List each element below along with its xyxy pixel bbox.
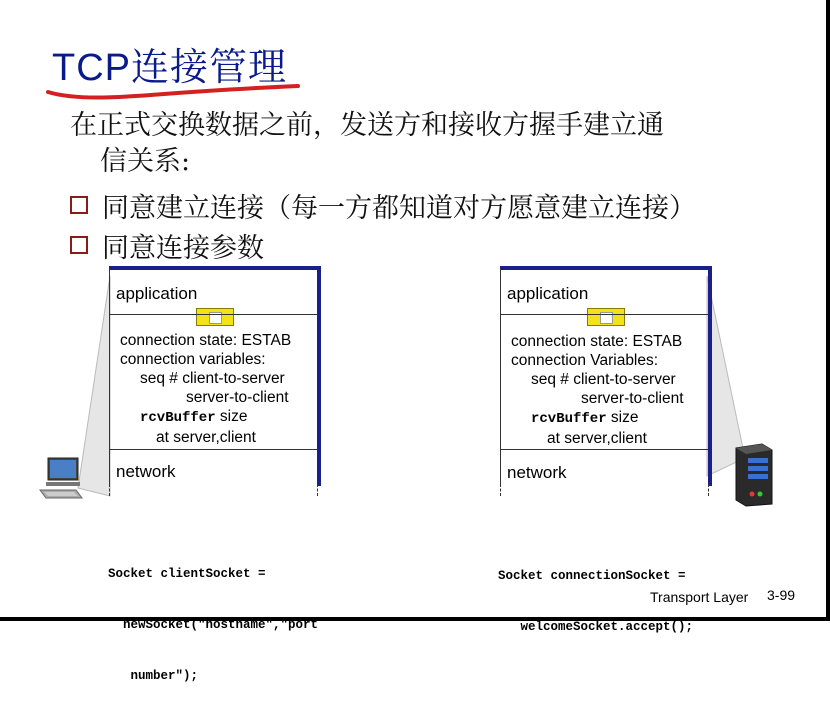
bullet-text: 同意连接参数 [102,233,264,264]
title-underline [44,78,304,102]
server-state: connection state: ESTAB [511,333,683,350]
client-network-label: network [116,462,176,481]
server-seq1: seq # client-to-server [531,371,676,388]
client-code-line: newSocket("hostname","port [108,618,319,632]
bullet-box-icon [70,236,88,254]
client-code-line: Socket clientSocket = [108,567,266,581]
server-network-label: network [507,463,567,482]
client-code-line: number"); [108,669,199,683]
client-code [108,532,318,702]
server-vars: connection Variables: [511,352,659,369]
client-seq2: server-to-client [186,389,289,406]
bullet-text: 同意建立连接（每一方都知道对方愿意建立连接） [102,193,696,224]
server-tower-icon [732,442,776,508]
server-connection-info [511,332,684,448]
server-application-label: application [507,284,589,303]
server-protocol-stack [500,266,712,486]
slide-title: TCP连接管理 [52,47,288,89]
intro-line-2: 信关系: [100,146,191,177]
client-seq1: seq # client-to-server [140,370,285,387]
page-number: 3-99 [767,587,796,603]
laptop-icon [36,456,86,504]
server-seq2: server-to-client [581,390,684,407]
bullet-item [70,186,696,225]
server-socket-icon [587,308,625,326]
client-vars: connection variables: [120,351,266,368]
bullet-box-icon [70,196,88,214]
server-at: at server,client [547,430,647,447]
intro-paragraph [70,108,810,180]
footer-label: Transport Layer [650,589,749,605]
client-connection-info [120,331,291,447]
client-rcvbuffer: rcvBuffer size [140,408,248,426]
server-code-line: Socket connectionSocket = [498,569,686,583]
client-socket-icon [196,308,234,326]
client-protocol-stack [109,266,321,486]
server-rcvbuffer: rcvBuffer size [531,409,639,427]
client-application-label: application [116,284,198,303]
server-code-line: welcomeSocket.accept(); [498,620,694,634]
client-state: connection state: ESTAB [120,332,292,349]
client-at: at server,client [156,429,256,446]
bullet-item [70,226,264,265]
intro-line-1: 在正式交换数据之前，发送方和接收方握手建立通 [70,110,664,141]
